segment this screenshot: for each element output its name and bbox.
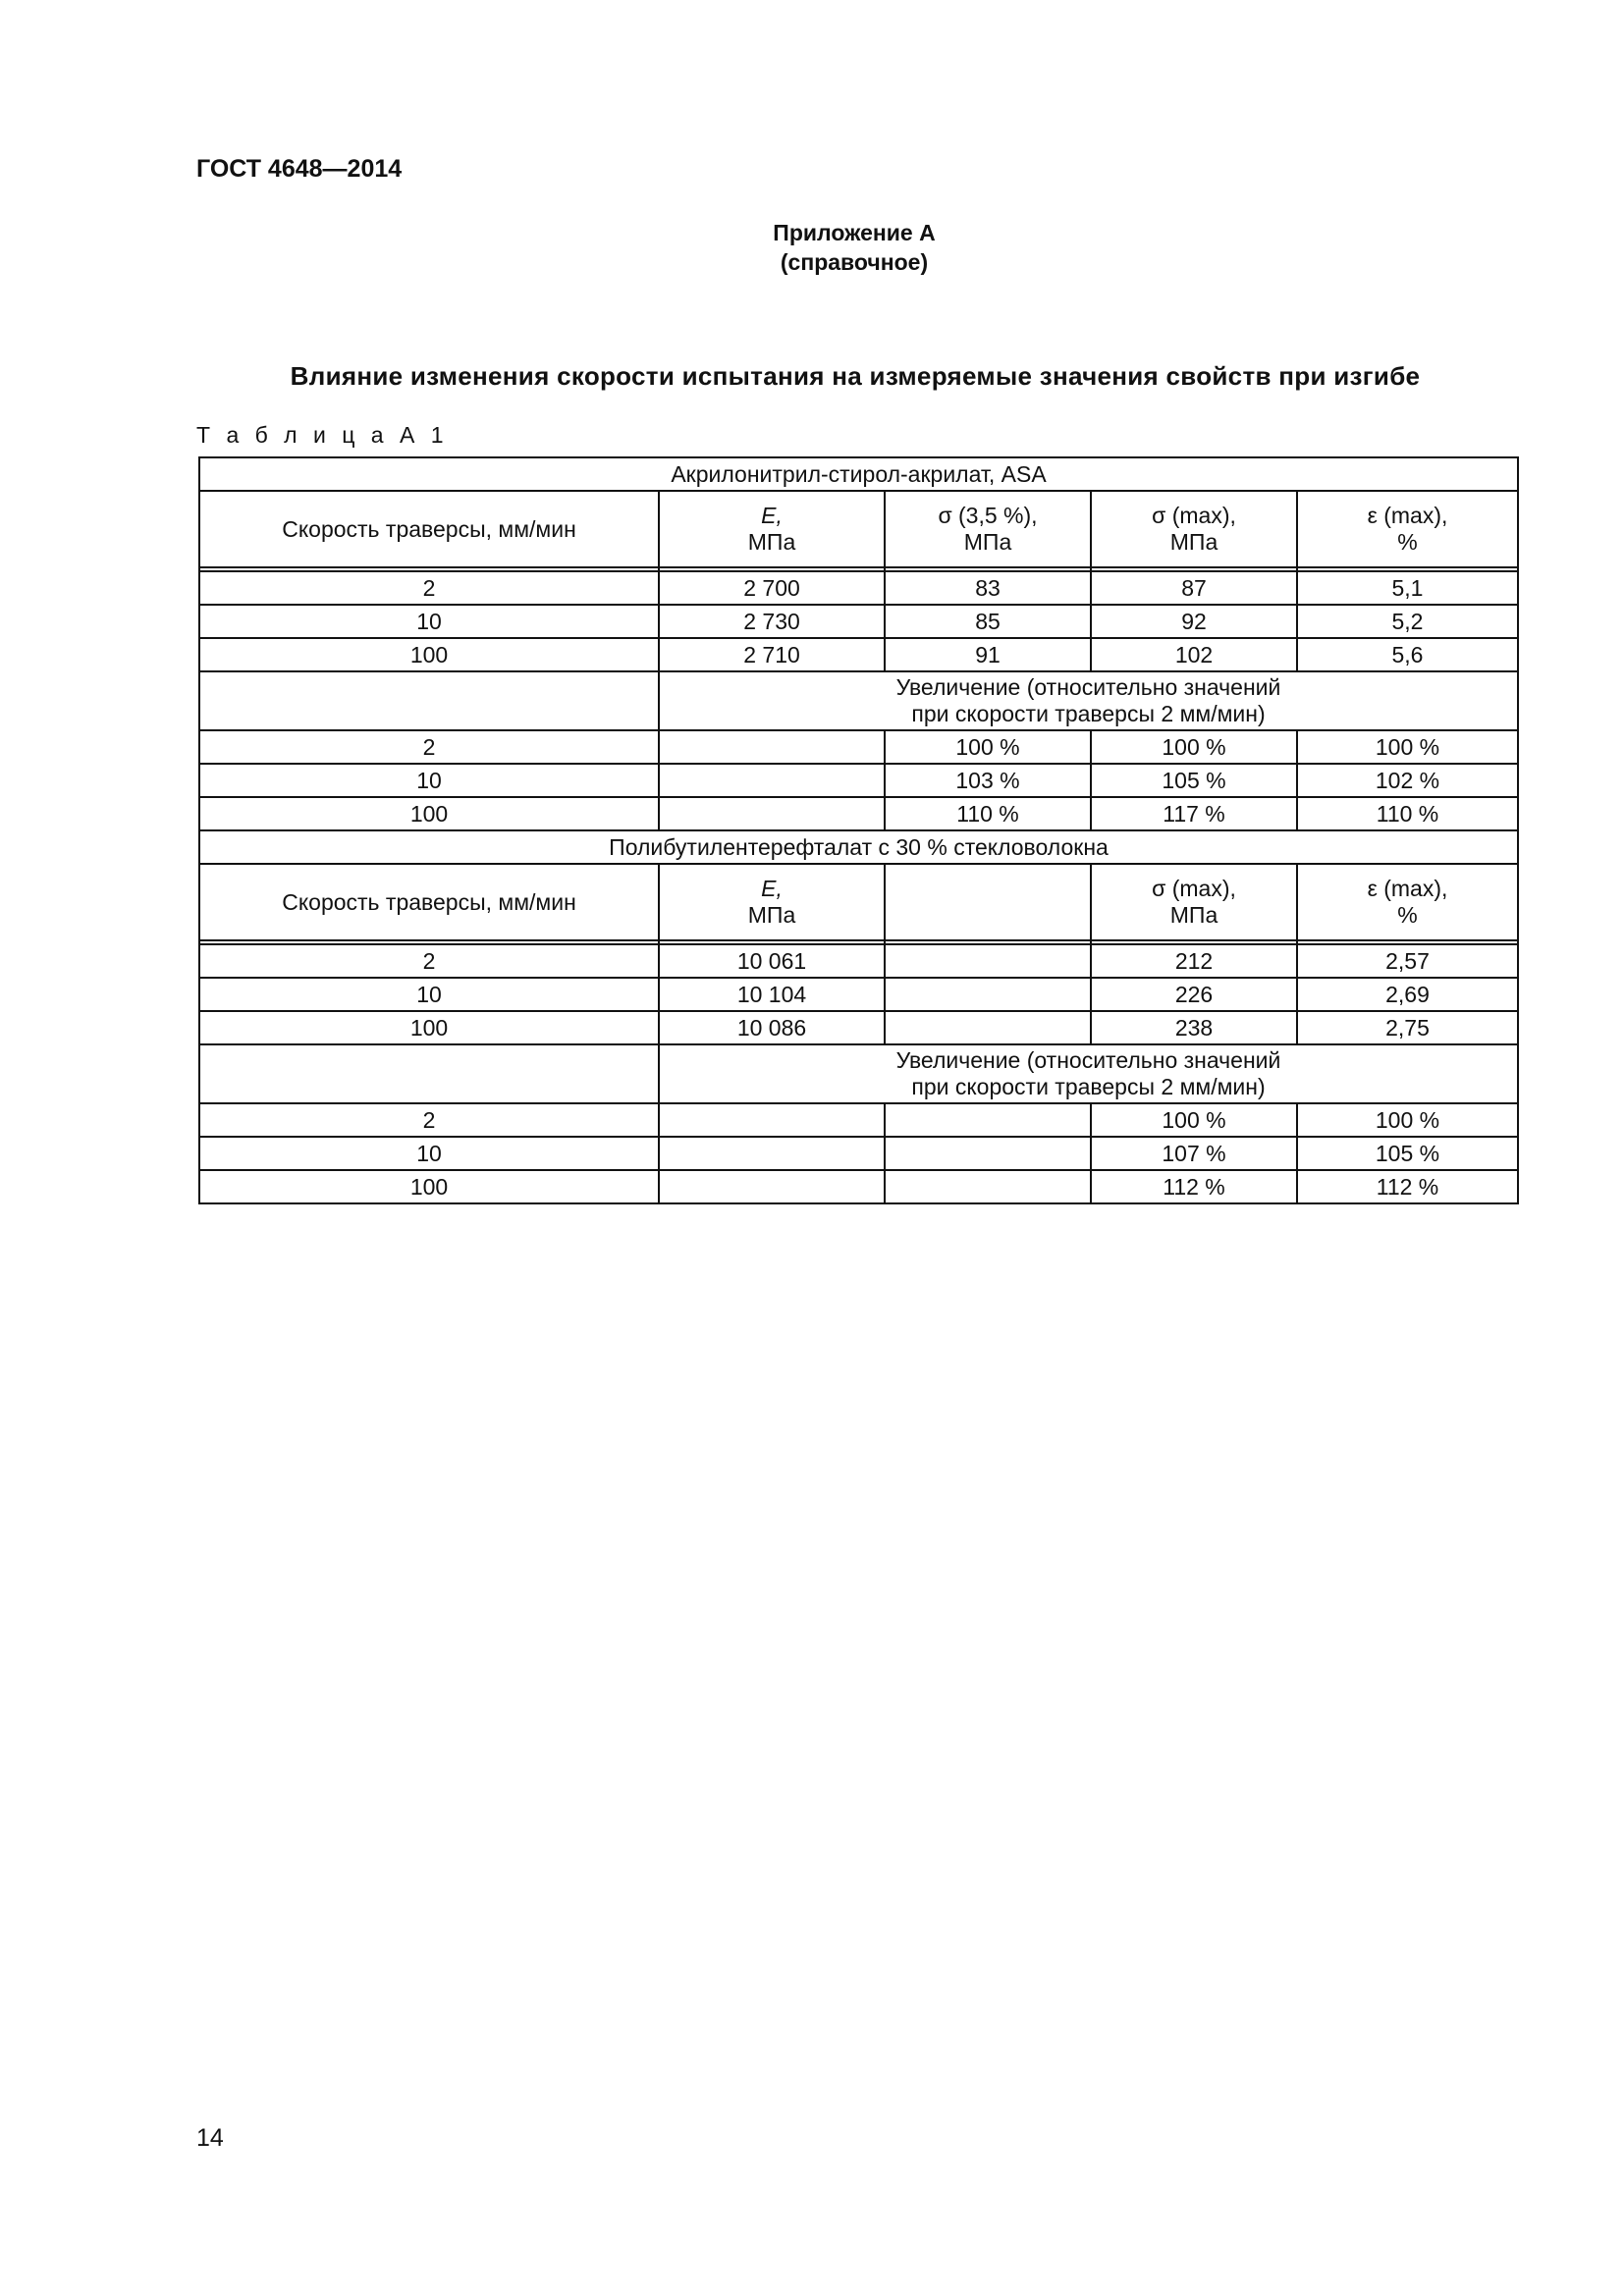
table-row xyxy=(199,638,1518,671)
table-row xyxy=(199,730,1518,764)
cell-emax: 5,1 xyxy=(1297,571,1518,605)
section-heading: Влияние изменения скорости испытания на измеряемые значения свойств при изгибе xyxy=(290,361,1421,391)
cell-emax: 100 % xyxy=(1297,730,1518,764)
cell-e xyxy=(659,1137,885,1170)
cell-smax: 102 xyxy=(1091,638,1297,671)
cell-emax: 2,57 xyxy=(1297,944,1518,978)
cell-e: 10 104 xyxy=(659,978,885,1011)
cell-smax: 100 % xyxy=(1091,1103,1297,1137)
cell-smax: 117 % xyxy=(1091,797,1297,830)
table-row xyxy=(199,571,1518,605)
table-row xyxy=(199,1170,1518,1203)
cell-speed: 100 xyxy=(199,797,659,830)
col-speed-header: Скорость траверсы, мм/мин xyxy=(199,864,659,940)
col-emax-header: ε (max), % xyxy=(1297,864,1518,940)
increase-blank-cell xyxy=(199,671,659,730)
increase-header-row xyxy=(199,1044,1518,1103)
cell-smax: 107 % xyxy=(1091,1137,1297,1170)
increase-header-row xyxy=(199,671,1518,730)
material-title: Акрилонитрил-стирол-акрилат, ASA xyxy=(199,457,1518,491)
cell-s35 xyxy=(885,1103,1091,1137)
cell-smax: 226 xyxy=(1091,978,1297,1011)
cell-emax: 2,69 xyxy=(1297,978,1518,1011)
appendix-note: (справочное) xyxy=(780,249,929,275)
table-row xyxy=(199,978,1518,1011)
appendix-title-block xyxy=(0,218,1624,277)
col-emax-header: ε (max), % xyxy=(1297,491,1518,567)
cell-s35: 100 % xyxy=(885,730,1091,764)
cell-s35: 85 xyxy=(885,605,1091,638)
cell-s35: 103 % xyxy=(885,764,1091,797)
cell-s35: 83 xyxy=(885,571,1091,605)
table-row xyxy=(199,764,1518,797)
col-s35-header xyxy=(885,864,1091,940)
col-e-header: E, МПа xyxy=(659,491,885,567)
cell-speed: 2 xyxy=(199,571,659,605)
cell-smax: 238 xyxy=(1091,1011,1297,1044)
table-row xyxy=(199,1011,1518,1044)
header-row xyxy=(199,864,1518,940)
cell-smax: 100 % xyxy=(1091,730,1297,764)
cell-smax: 212 xyxy=(1091,944,1297,978)
col-smax-header: σ (max), МПа xyxy=(1091,491,1297,567)
table-row xyxy=(199,797,1518,830)
cell-e xyxy=(659,1103,885,1137)
cell-emax: 5,6 xyxy=(1297,638,1518,671)
cell-emax: 2,75 xyxy=(1297,1011,1518,1044)
material-row xyxy=(199,830,1518,864)
cell-smax: 92 xyxy=(1091,605,1297,638)
cell-smax: 87 xyxy=(1091,571,1297,605)
header-row xyxy=(199,491,1518,567)
material-row xyxy=(199,457,1518,491)
cell-emax: 112 % xyxy=(1297,1170,1518,1203)
cell-speed: 2 xyxy=(199,1103,659,1137)
cell-speed: 2 xyxy=(199,944,659,978)
increase-caption: Увеличение (относительно значений при скорости траверсы 2 мм/мин) xyxy=(659,671,1518,730)
cell-speed: 2 xyxy=(199,730,659,764)
cell-e xyxy=(659,764,885,797)
table-row xyxy=(199,944,1518,978)
cell-e xyxy=(659,730,885,764)
cell-s35 xyxy=(885,944,1091,978)
cell-e xyxy=(659,797,885,830)
cell-s35: 110 % xyxy=(885,797,1091,830)
col-speed-header: Скорость траверсы, мм/мин xyxy=(199,491,659,567)
cell-smax: 112 % xyxy=(1091,1170,1297,1203)
cell-speed: 10 xyxy=(199,605,659,638)
cell-speed: 100 xyxy=(199,1170,659,1203)
table-row xyxy=(199,1103,1518,1137)
cell-emax: 5,2 xyxy=(1297,605,1518,638)
page-number: 14 xyxy=(196,2124,224,2152)
cell-e xyxy=(659,1170,885,1203)
col-e-header: E, МПа xyxy=(659,864,885,940)
cell-e: 2 700 xyxy=(659,571,885,605)
cell-emax: 105 % xyxy=(1297,1137,1518,1170)
cell-speed: 100 xyxy=(199,1011,659,1044)
table-row xyxy=(199,1137,1518,1170)
increase-blank-cell xyxy=(199,1044,659,1103)
data-table xyxy=(198,456,1519,1204)
cell-emax: 102 % xyxy=(1297,764,1518,797)
document-id: ГОСТ 4648—2014 xyxy=(196,155,403,183)
table-row xyxy=(199,605,1518,638)
cell-e: 10 061 xyxy=(659,944,885,978)
cell-emax: 100 % xyxy=(1297,1103,1518,1137)
cell-e: 10 086 xyxy=(659,1011,885,1044)
cell-s35 xyxy=(885,1011,1091,1044)
cell-speed: 10 xyxy=(199,978,659,1011)
table-label: Т а б л и ц а А 1 xyxy=(196,422,449,448)
cell-e: 2 710 xyxy=(659,638,885,671)
cell-speed: 10 xyxy=(199,764,659,797)
cell-speed: 100 xyxy=(199,638,659,671)
col-s35-header: σ (3,5 %), МПа xyxy=(885,491,1091,567)
cell-emax: 110 % xyxy=(1297,797,1518,830)
cell-s35 xyxy=(885,1170,1091,1203)
cell-s35: 91 xyxy=(885,638,1091,671)
appendix-title: Приложение А xyxy=(773,220,936,245)
cell-smax: 105 % xyxy=(1091,764,1297,797)
cell-speed: 10 xyxy=(199,1137,659,1170)
material-title: Полибутилентерефталат с 30 % стекловолокна xyxy=(199,830,1518,864)
col-smax-header: σ (max), МПа xyxy=(1091,864,1297,940)
cell-e: 2 730 xyxy=(659,605,885,638)
cell-s35 xyxy=(885,978,1091,1011)
increase-caption: Увеличение (относительно значений при скорости траверсы 2 мм/мин) xyxy=(659,1044,1518,1103)
cell-s35 xyxy=(885,1137,1091,1170)
